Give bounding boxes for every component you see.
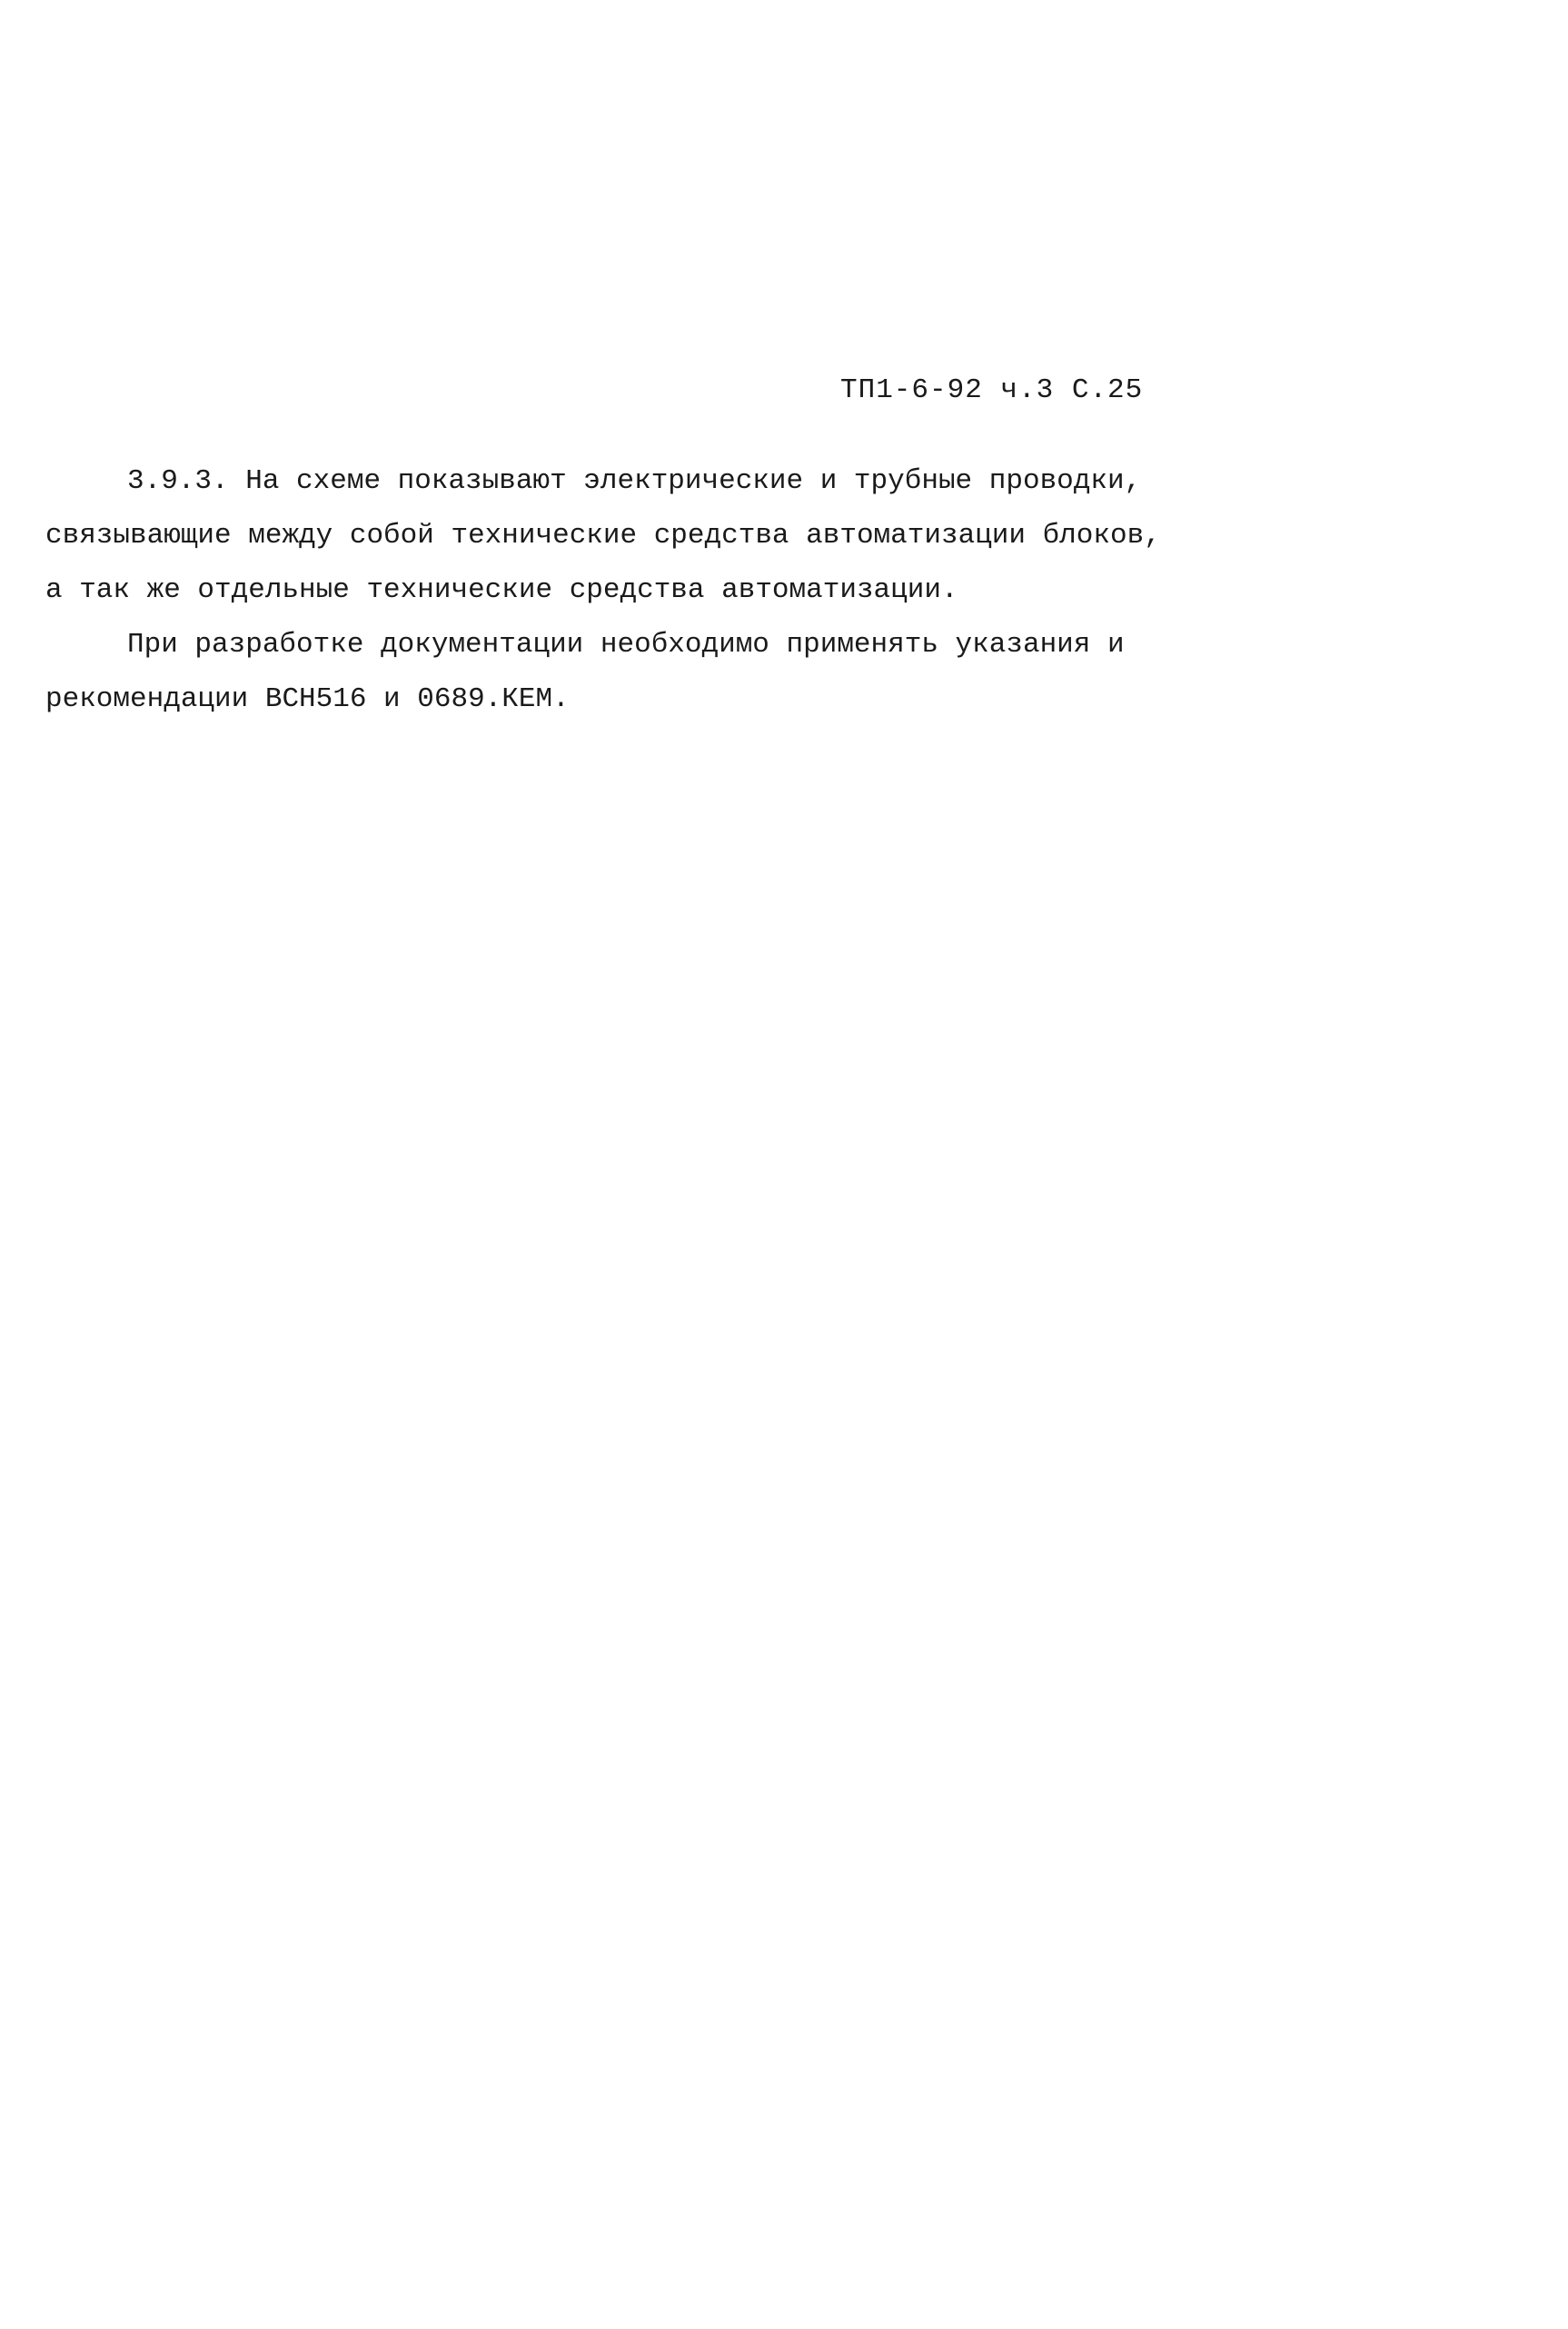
paragraph-documentation-note (45, 618, 1125, 727)
text-line: 3.9.3. На схеме показывают электрические и трубные проводки, (127, 465, 1142, 497)
text-line: При разработке документации необходимо применять указания и (127, 629, 1125, 661)
paragraph-3-9-3 (45, 454, 1161, 618)
text-line: связывающие между собой технические средства автоматизации блоков, (45, 520, 1161, 552)
text-line: рекомендации ВСН516 и 0689.КЕМ. (45, 683, 570, 715)
document-code-header: ТП1-6-92 ч.3 С.25 (840, 374, 1144, 406)
text-line: а так же отдельные технические средства автоматизации. (45, 574, 958, 606)
document-body (45, 454, 1161, 727)
